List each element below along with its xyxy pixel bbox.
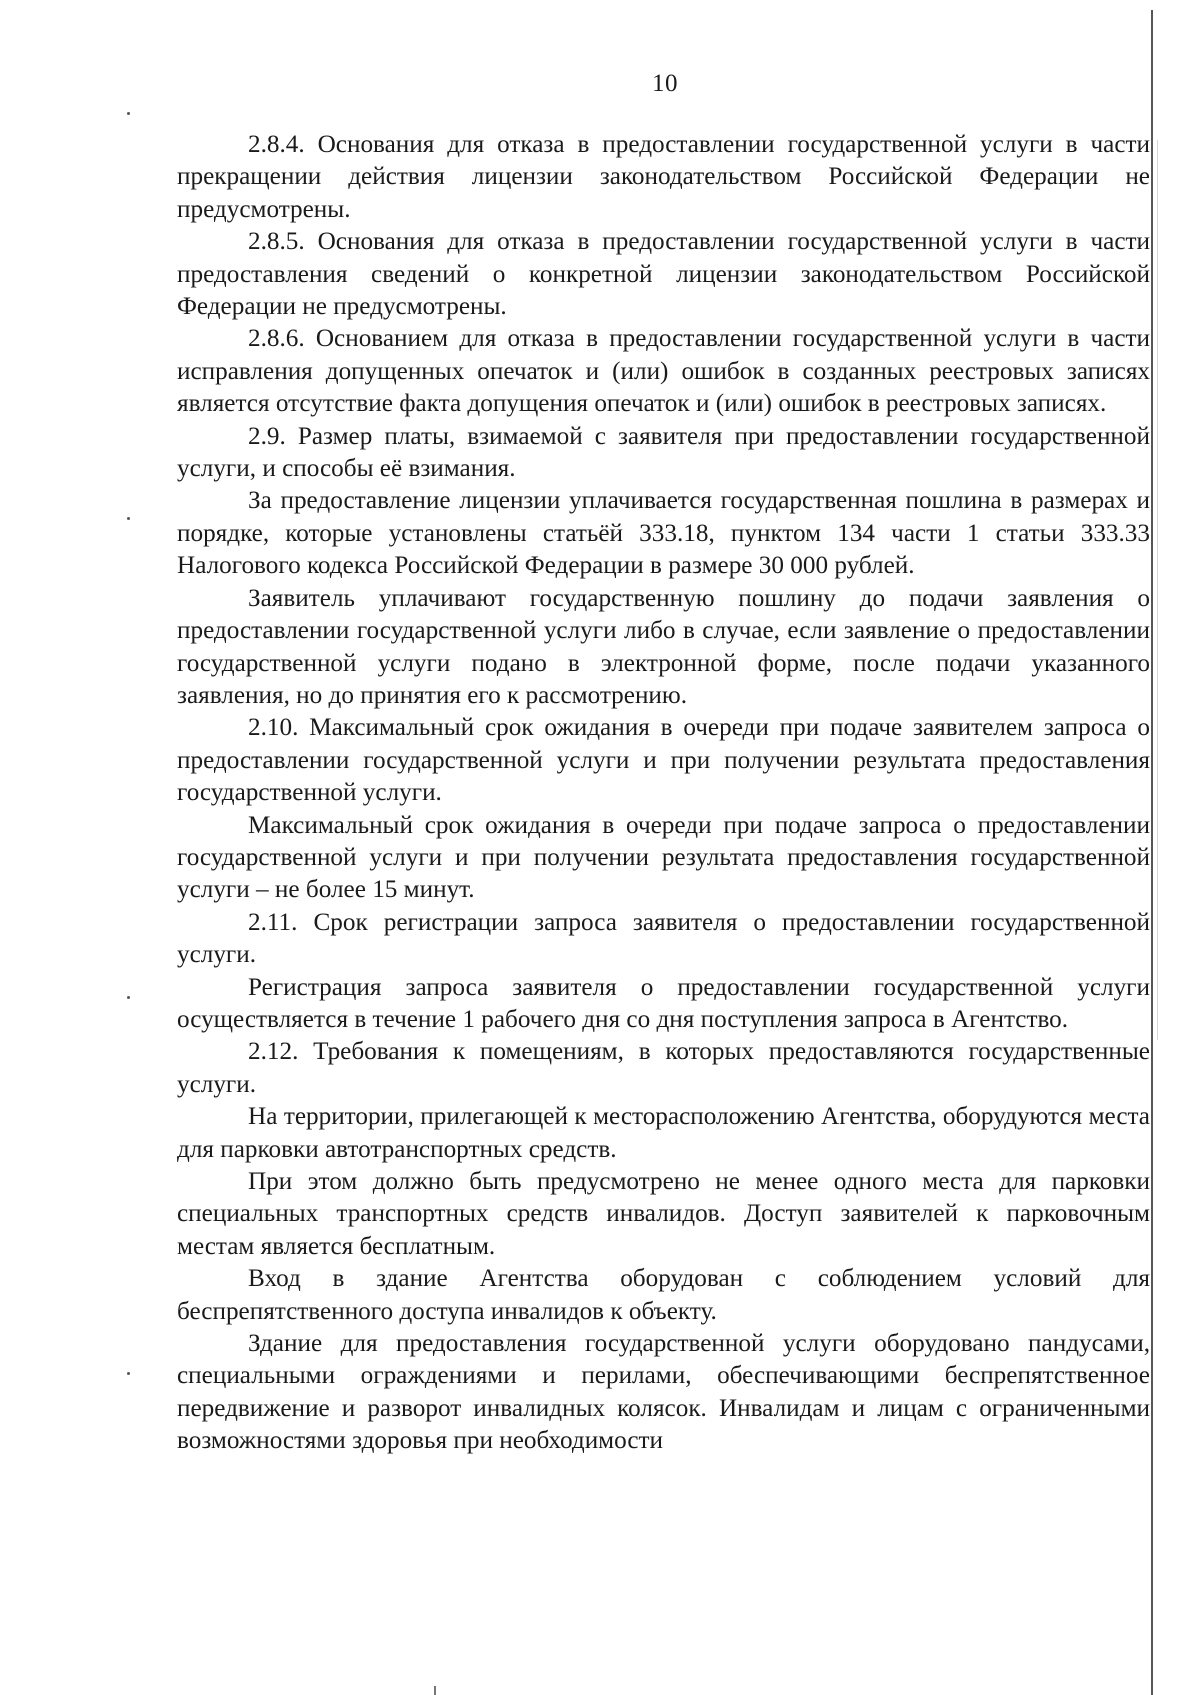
page-number: 10 — [652, 70, 678, 97]
paragraph-2-10: 2.10. Максимальный срок ожидания в очереди при подаче заявителем запроса о предоставлении государственной услуги и при получении результата предоставления государственной услуги. — [177, 714, 1150, 807]
scan-mark — [434, 1686, 436, 1695]
paragraph-building: Здание для предоставления государственной услуги оборудовано пандусами, специальными ограждениями и перилами, обеспечивающими беспрепятственное передвижение и разворот инвалидных колясок. Инвалидам и лицам с ограниченными возможностями здоровья при необходимости — [177, 1330, 1150, 1455]
document-body — [177, 129, 1150, 1458]
scan-edge-shadow — [1157, 140, 1158, 1040]
paragraph-entrance: Вход в здание Агентства оборудован с соблюдением условий для беспрепятственного доступа инвалидов к объекту. — [177, 1265, 1150, 1325]
paragraph-parking: На территории, прилегающей к месторасположению Агентства, оборудуются места для парковки автотранспортных средств. — [177, 1103, 1150, 1163]
margin-speck — [127, 996, 130, 999]
paragraph-2-8-5: 2.8.5. Основания для отказа в предоставлении государственной услуги в части предоставления сведений о конкретной лицензии законодательством Российской Федерации не предусмотрены. — [177, 228, 1150, 321]
paragraph-2-12: 2.12. Требования к помещениям, в которых предоставляются государственные услуги. — [177, 1038, 1150, 1098]
paragraph-2-8-4: 2.8.4. Основания для отказа в предоставлении государственной услуги в части прекращении действия лицензии законодательством Российской Федерации не предусмотрены. — [177, 131, 1150, 223]
scan-edge-line — [1151, 10, 1153, 1695]
paragraph-2-9: 2.9. Размер платы, взимаемой с заявителя при предоставлении государственной услуги, и способы её взимания. — [177, 422, 1150, 483]
paragraph-registration: Регистрация запроса заявителя о предоставлении государственной услуги осуществляется в течение 1 рабочего дня со дня поступления запроса в Агентство. — [177, 973, 1150, 1033]
margin-speck — [127, 517, 130, 520]
paragraph-fee-payment: Заявитель уплачивают государственную пошлину до подачи заявления о предоставлении государственной услуги либо в случае, если заявление о предоставлении государственной услуги подано в электронной форме, после подачи указанного заявления, но до принятия его к рассмотрению. — [177, 584, 1150, 709]
paragraph-2-11: 2.11. Срок регистрации запроса заявителя о предоставлении государственной услуги. — [177, 908, 1150, 969]
margin-speck — [127, 1372, 130, 1375]
paragraph-parking-disabled: При этом должно быть предусмотрено не менее одного места для парковки специальных транспортных средств инвалидов. Доступ заявителей к парковочным местам является бесплатным. — [177, 1168, 1150, 1260]
margin-speck — [127, 112, 130, 115]
paragraph-fee: За предоставление лицензии уплачивается государственная пошлина в размерах и порядке, которые установлены статьёй 333.18, пунктом 134 части 1 статьи 333.33 Налогового кодекса Российской Федерации в размере 30 000 рублей. — [177, 487, 1150, 580]
paragraph-wait-time: Максимальный срок ожидания в очереди при подаче запроса о предоставлении государственной услуги и при получении результата предоставления государственной услуги – не более 15 минут. — [177, 811, 1150, 904]
paragraph-2-8-6: 2.8.6. Основанием для отказа в предоставлении государственной услуги в части исправления допущенных опечаток и (или) ошибок в созданных реестровых записях является отсутствие факта допущения опечаток и (или) ошибок в реестровых записях. — [177, 325, 1150, 418]
